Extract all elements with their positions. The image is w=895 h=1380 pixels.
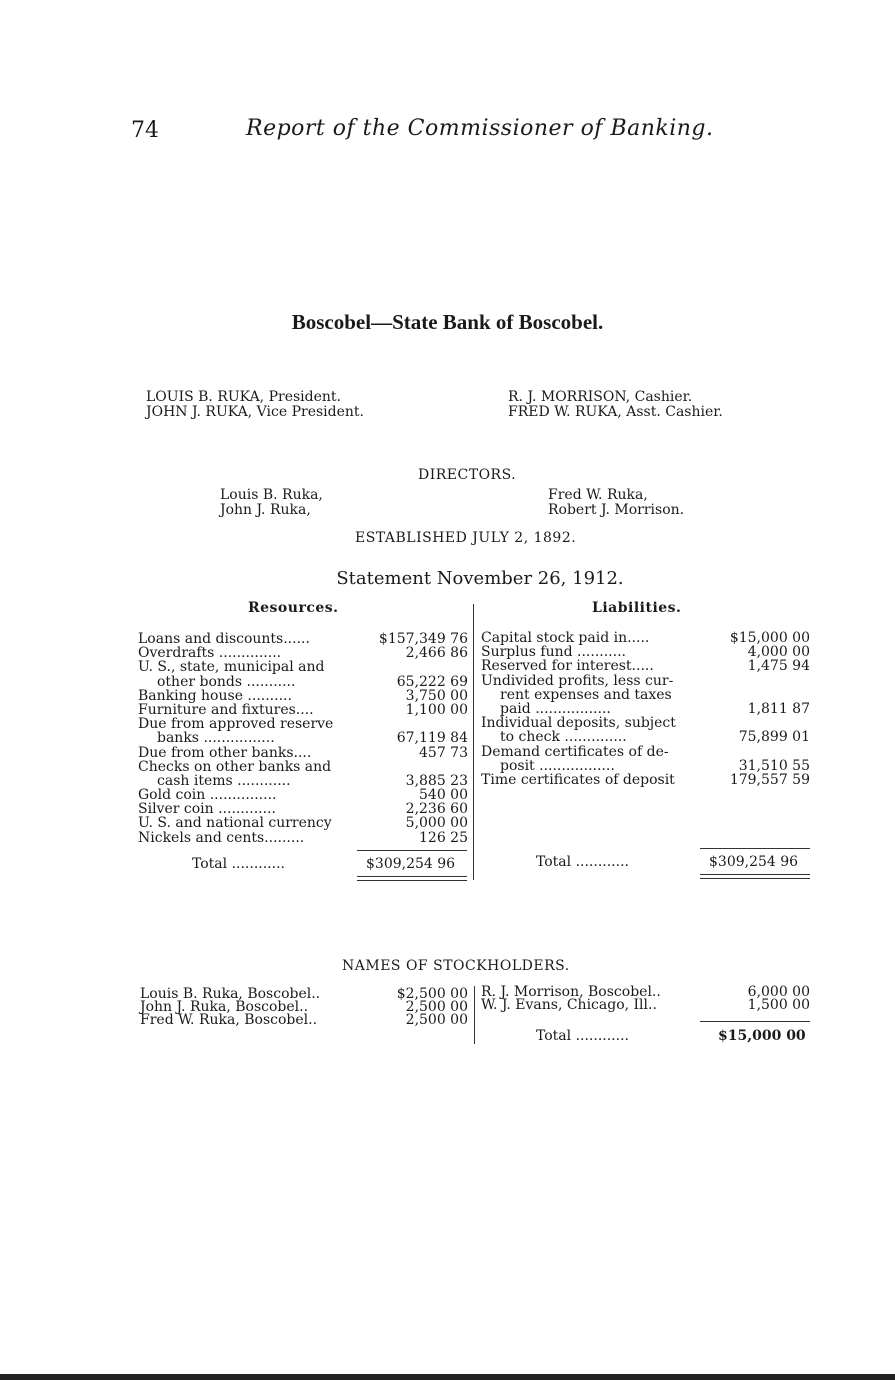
- officer-cashier: R. J. MORRISON, Cashier.: [508, 389, 693, 405]
- director-name: Louis B. Ruka,: [220, 487, 323, 503]
- resources-double-rule: [357, 876, 467, 877]
- row-amount: 65,222 69: [396, 673, 468, 690]
- stockholders-divider: [474, 986, 475, 1044]
- table-row: [138, 816, 468, 830]
- resources-total-rule: [357, 850, 467, 851]
- row-amount: 67,119 84: [396, 730, 468, 747]
- row-label: banks ................: [157, 730, 275, 747]
- row-label: Fred W. Ruka, Boscobel..: [140, 1012, 318, 1028]
- row-amount: 5,000 00: [405, 815, 468, 832]
- table-row: [138, 689, 468, 703]
- row-label: R. J. Morrison, Boscobel..: [481, 984, 661, 1000]
- table-row: [140, 1014, 468, 1027]
- row-label: paid .................: [500, 700, 611, 717]
- row-label: Surplus fund ...........: [481, 644, 626, 661]
- table-row: [138, 632, 468, 646]
- resources-list: [138, 632, 468, 845]
- liabilities-total-rule: [700, 848, 810, 849]
- row-amount: 179,557 59: [729, 771, 810, 788]
- officer-vice-president: JOHN J. RUKA, Vice President.: [146, 404, 364, 420]
- row-amount: 2,236 60: [405, 801, 468, 818]
- officers-left: [146, 390, 364, 420]
- resources-heading: Resources.: [248, 600, 339, 616]
- directors-heading: DIRECTORS.: [418, 467, 517, 483]
- row-label: John J. Ruka, Boscobel..: [140, 999, 309, 1015]
- row-label: Louis B. Ruka, Boscobel..: [140, 986, 321, 1002]
- director-name: Robert J. Morrison.: [548, 502, 685, 518]
- row-amount: 2,466 86: [405, 645, 468, 662]
- liabilities-list: [481, 631, 810, 787]
- row-label: Reserved for interest.....: [481, 658, 654, 675]
- table-row: [481, 645, 810, 659]
- table-row: [481, 773, 810, 787]
- directors-left: [220, 488, 323, 518]
- row-amount: $2,500 00: [396, 986, 468, 1002]
- row-amount: 540 00: [419, 787, 468, 804]
- row-amount: 457 73: [419, 744, 468, 761]
- table-row: [138, 831, 468, 845]
- statement-divider: [473, 604, 474, 880]
- stockholders-total-rule: [700, 1021, 810, 1022]
- stockholders-right-list: [481, 986, 810, 1012]
- table-row: [481, 716, 810, 730]
- directors-right: [548, 488, 684, 518]
- director-name: Fred W. Ruka,: [548, 487, 648, 503]
- row-amount: 2,500 00: [405, 1012, 468, 1028]
- table-row: [138, 646, 468, 660]
- liabilities-total-label: Total ............: [536, 854, 629, 870]
- row-label: U. S. and national currency: [138, 815, 332, 832]
- row-label: Banking house ..........: [138, 687, 292, 704]
- liabilities-double-rule: [700, 874, 810, 875]
- resources-total-amount: $309,254 96: [366, 856, 456, 872]
- officer-president: LOUIS B. RUKA, President.: [146, 389, 341, 405]
- row-amount: 2,500 00: [405, 999, 468, 1015]
- table-row: [481, 631, 810, 645]
- established-date: ESTABLISHED JULY 2, 1892.: [355, 530, 577, 546]
- row-label: Demand certificates of de-: [481, 743, 669, 760]
- table-row: [481, 759, 810, 773]
- row-label: U. S., state, municipal and: [138, 659, 325, 676]
- row-label: to check ..............: [500, 729, 627, 746]
- stockholders-total-label: Total ............: [536, 1028, 629, 1044]
- row-label: W. J. Evans, Chicago, Ill..: [481, 997, 657, 1013]
- row-amount: 6,000 00: [747, 984, 810, 1000]
- liabilities-total-amount: $309,254 96: [709, 854, 799, 870]
- table-row: [138, 802, 468, 816]
- row-amount: 75,899 01: [738, 729, 810, 746]
- resources-total-label: Total ............: [192, 856, 285, 872]
- row-label: posit .................: [500, 757, 615, 774]
- table-row: [481, 674, 810, 688]
- row-label: Due from approved reserve: [138, 716, 334, 733]
- row-label: Checks on other banks and: [138, 758, 332, 775]
- row-label: Furniture and fixtures....: [138, 701, 314, 718]
- table-row: [481, 745, 810, 759]
- liabilities-heading: Liabilities.: [592, 600, 682, 616]
- row-amount: 4,000 00: [747, 644, 810, 661]
- officer-asst-cashier: FRED W. RUKA, Asst. Cashier.: [508, 404, 723, 420]
- liabilities-double-rule: [700, 878, 810, 879]
- director-name: John J. Ruka,: [220, 502, 311, 518]
- stockholders-heading: NAMES OF STOCKHOLDERS.: [342, 958, 570, 974]
- page-number: 74: [131, 118, 159, 143]
- running-title: Report of the Commissioner of Banking.: [246, 116, 714, 141]
- row-label: Time certificates of deposit: [481, 771, 675, 788]
- row-label: Nickels and cents.........: [138, 829, 305, 846]
- table-row: [481, 702, 810, 716]
- table-row: [138, 788, 468, 802]
- table-row: [481, 659, 810, 673]
- row-amount: 3,885 23: [405, 772, 468, 789]
- row-label: Due from other banks....: [138, 744, 312, 761]
- table-row: [138, 774, 468, 788]
- row-label: rent expenses and taxes: [500, 686, 672, 703]
- table-row: [138, 760, 468, 774]
- row-label: other bonds ...........: [157, 673, 296, 690]
- officers-right: [508, 390, 723, 420]
- table-row: [138, 731, 468, 745]
- row-label: cash items ............: [157, 772, 291, 789]
- resources-double-rule: [357, 880, 467, 881]
- table-row: [138, 675, 468, 689]
- table-row: [138, 717, 468, 731]
- table-row: [481, 730, 810, 744]
- stockholders-left-list: [140, 988, 468, 1027]
- row-amount: 1,100 00: [405, 701, 468, 718]
- row-label: Loans and discounts......: [138, 631, 310, 647]
- row-amount: 1,811 87: [747, 700, 810, 717]
- row-label: Gold coin ...............: [138, 787, 277, 804]
- row-label: Undivided profits, less cur-: [481, 672, 674, 689]
- table-row: [138, 703, 468, 717]
- row-amount: $15,000 00: [729, 630, 810, 646]
- row-label: Overdrafts ..............: [138, 645, 282, 662]
- row-label: Capital stock paid in.....: [481, 630, 650, 646]
- statement-title: Statement November 26, 1912.: [336, 568, 624, 589]
- table-row: [138, 660, 468, 674]
- row-amount: 126 25: [419, 829, 468, 846]
- table-row: [481, 688, 810, 702]
- row-label: Silver coin .............: [138, 801, 276, 818]
- row-amount: $157,349 76: [378, 631, 468, 647]
- stockholders-total-amount: $15,000 00: [718, 1028, 806, 1044]
- table-row: [138, 746, 468, 760]
- row-label: Individual deposits, subject: [481, 715, 676, 732]
- row-amount: 3,750 00: [405, 687, 468, 704]
- bank-title: Boscobel—State Bank of Boscobel.: [291, 310, 604, 334]
- row-amount: 1,500 00: [747, 997, 810, 1013]
- table-row: [481, 999, 810, 1012]
- row-amount: 1,475 94: [747, 658, 810, 675]
- row-amount: 31,510 55: [738, 757, 810, 774]
- scan-edge: [0, 1374, 895, 1380]
